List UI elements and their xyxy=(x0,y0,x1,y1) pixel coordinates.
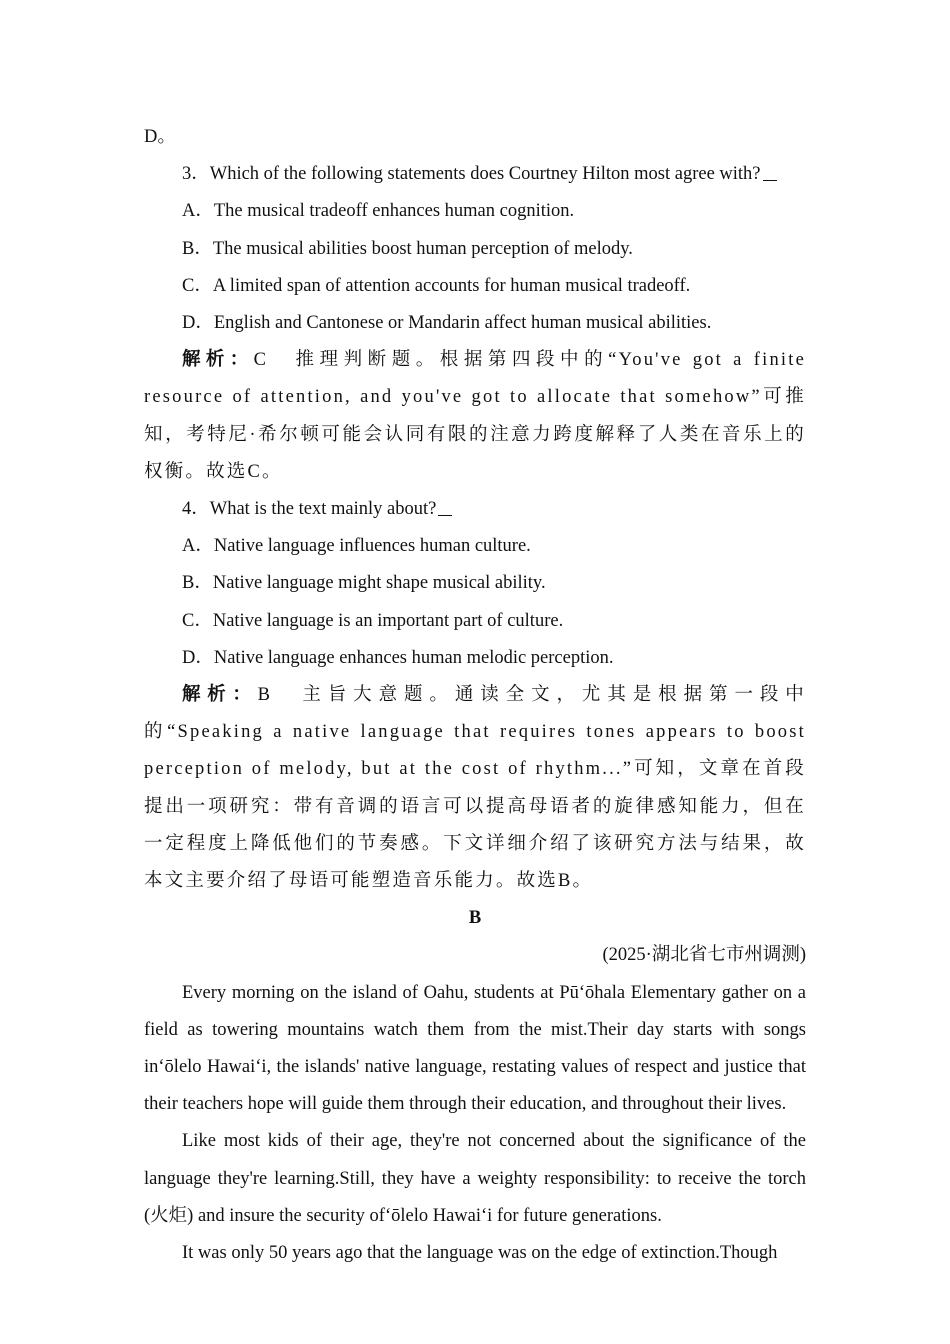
question-4-option-b: B．Native language might shape musical ability. xyxy=(182,573,546,594)
analysis-text: C 推理判断题。根据第四段中的“You've got a finite resource of attention, and you've got to allocate that somehow”可推知，考特尼·希尔顿可能会认同有限的注意力跨度解释了人类在音乐上的权衡。故选C。 xyxy=(144,350,806,482)
question-4-option-c: C．Native language is an important part of culture. xyxy=(182,610,564,631)
question-4-option-a: A．Native language influences human culture. xyxy=(182,536,531,557)
previous-answer-tail: D。 xyxy=(144,127,176,147)
analysis-label: 解析： xyxy=(182,685,258,706)
question-3-analysis xyxy=(144,342,806,491)
question-3-option-d: D．English and Cantonese or Mandarin affect human musical abilities. xyxy=(182,313,712,334)
analysis-label: 解析： xyxy=(182,350,254,371)
section-heading: B xyxy=(468,908,482,929)
question-3-option-b: B．The musical abilities boost human perception of melody. xyxy=(182,238,633,259)
answer-blank xyxy=(763,160,777,181)
question-3-option-c: C．A limited span of attention accounts for human musical tradeoff. xyxy=(182,275,691,296)
question-3-option-a: A．The musical tradeoff enhances human cognition. xyxy=(182,201,575,222)
answer-blank xyxy=(438,495,452,516)
question-3-text: 3．Which of the following statements does Courtney Hilton most agree with? xyxy=(182,164,761,185)
question-4-option-d: D．Native language enhances human melodic perception. xyxy=(182,647,614,668)
question-4-analysis xyxy=(144,677,806,900)
passage-paragraph: Like most kids of their age, they're not concerned about the significance of the language they're learning.Still, they have a weighty responsibility: to receive the torch (火炬) and insure the security of‘ōlelo Hawai‘i for future generations. xyxy=(144,1131,806,1226)
question-4-text: 4．What is the text mainly about? xyxy=(182,499,437,520)
analysis-text: B 主旨大意题。通读全文，尤其是根据第一段中的“Speaking a native language that requires tones appears to boost perception of melody, but at the cost of rhythm...”可知，文章在首段提出一项研究：带有音调的语言可以提高母语者的旋律感知能力，但在一定程度上降低他们的节奏感。下文详细介绍了该研究方法与结果，故本文主要介绍了母语可能塑造音乐能力。故选B。 xyxy=(144,685,806,892)
passage-paragraph: It was only 50 years ago that the language was on the edge of extinction.Though xyxy=(182,1243,778,1264)
source-citation: (2025·湖北省七市州调测) xyxy=(602,945,806,966)
question-3 xyxy=(144,156,806,193)
question-4 xyxy=(144,491,806,528)
document-page xyxy=(144,119,806,1272)
passage-paragraph: Every morning on the island of Oahu, students at Pū‘ōhala Elementary gather on a field as towering mountains watch them from the mist.Their day starts with songs in‘ōlelo Hawai‘i, the islands' native language, restating values of respect and justice that their teachers hope will guide them through their education, and throughout their lives. xyxy=(144,982,806,1115)
